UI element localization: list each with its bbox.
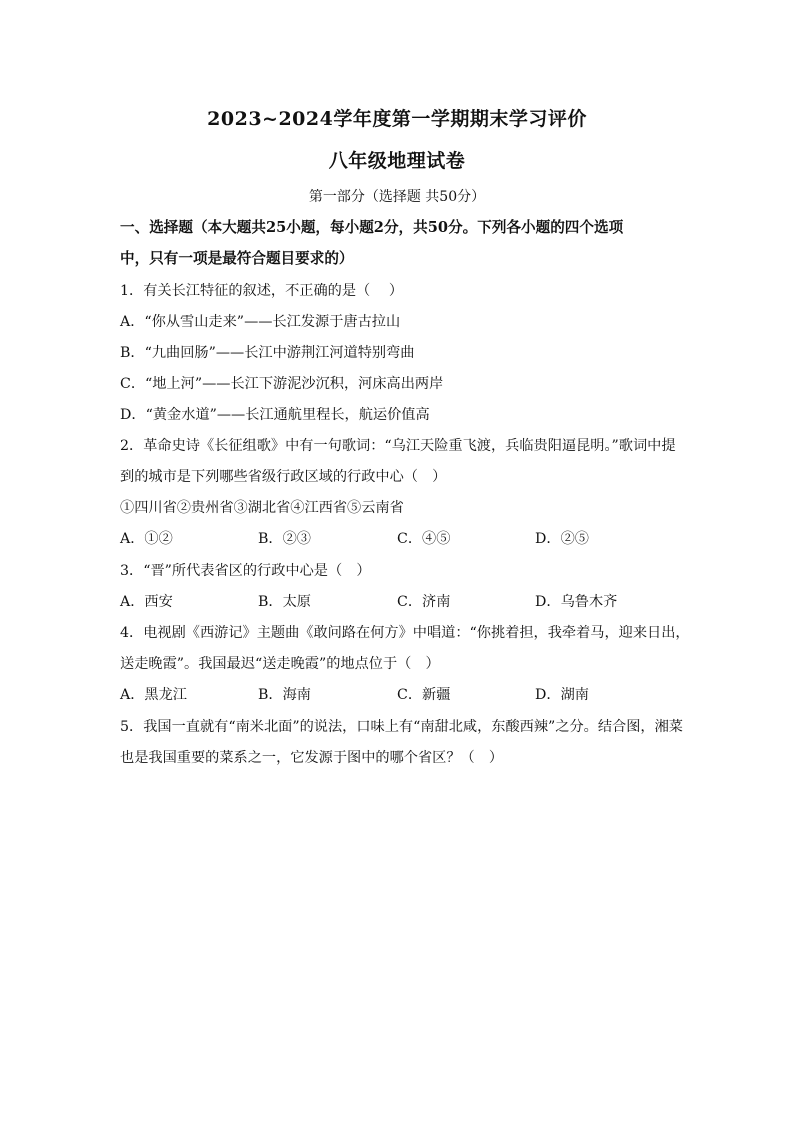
q1-option-d: D．“黄金水道”——长江通航里程长，航运价值高: [120, 407, 430, 423]
part-heading: 第一部分（选择题 共50分）: [308, 189, 486, 205]
section-instruction-line1: 一、选择题（本大题共25小题，每小题2分，共50分。下列各小题的四个选项: [120, 219, 624, 236]
q2-option-a: A．①②: [120, 531, 173, 547]
q3-option-c: C．济南: [397, 594, 451, 610]
q2-option-d: D．②⑤: [535, 531, 589, 547]
q1-stem: 1．有关长江特征的叙述，不正确的是（ ）: [120, 283, 404, 299]
q2-stem-line1: 2．革命史诗《长征组歌》中有一句歌词：“乌江天险重飞渡，兵临贵阳逼昆明。”歌词中提: [120, 438, 676, 454]
exam-title: 2023~2024学年度第一学期期末学习评价: [207, 108, 587, 130]
q4-option-b: B．海南: [258, 687, 311, 703]
q4-option-d: D．湖南: [535, 687, 589, 703]
q2-option-b: B．②③: [258, 531, 311, 547]
q4-option-a: A．黑龙江: [120, 687, 187, 703]
q2-items: ①四川省②贵州省③湖北省④江西省⑤云南省: [120, 500, 404, 516]
q1-option-c: C．“地上河”——长江下游泥沙沉积，河床高出两岸: [120, 376, 444, 392]
q2-option-c: C．④⑤: [397, 531, 451, 547]
q4-stem-line2: 送走晚霞”。我国最迟“送走晚霞”的地点位于（ ）: [120, 656, 440, 672]
q3-option-d: D．乌鲁木齐: [535, 594, 618, 610]
q1-option-b: B．“九曲回肠”——长江中游荆江河道特别弯曲: [120, 345, 415, 361]
q3-option-a: A．西安: [120, 594, 173, 610]
q1-option-a: A．“你从雪山走来”——长江发源于唐古拉山: [120, 314, 401, 330]
section-instruction-line2: 中，只有一项是最符合题目要求的）: [120, 250, 354, 267]
q5-stem-line2: 也是我国重要的菜系之一，它发源于图中的哪个省区？（ ）: [120, 750, 504, 766]
q4-stem-line1: 4．电视剧《西游记》主题曲《敢问路在何方》中唱道：“你挑着担，我牵着马，迎来日出，: [120, 625, 690, 641]
exam-subject: 八年级地理试卷: [328, 150, 466, 172]
q3-option-b: B．太原: [258, 594, 311, 610]
q5-stem-line1: 5．我国一直就有“南米北面”的说法，口味上有“南甜北咸，东酸西辣”之分。结合图，湘菜: [120, 719, 683, 735]
q4-option-c: C．新疆: [397, 687, 451, 703]
q2-stem-line2: 到的城市是下列哪些省级行政区域的行政中心（ ）: [120, 469, 447, 485]
q3-stem: 3．“晋”所代表省区的行政中心是（ ）: [120, 563, 371, 579]
